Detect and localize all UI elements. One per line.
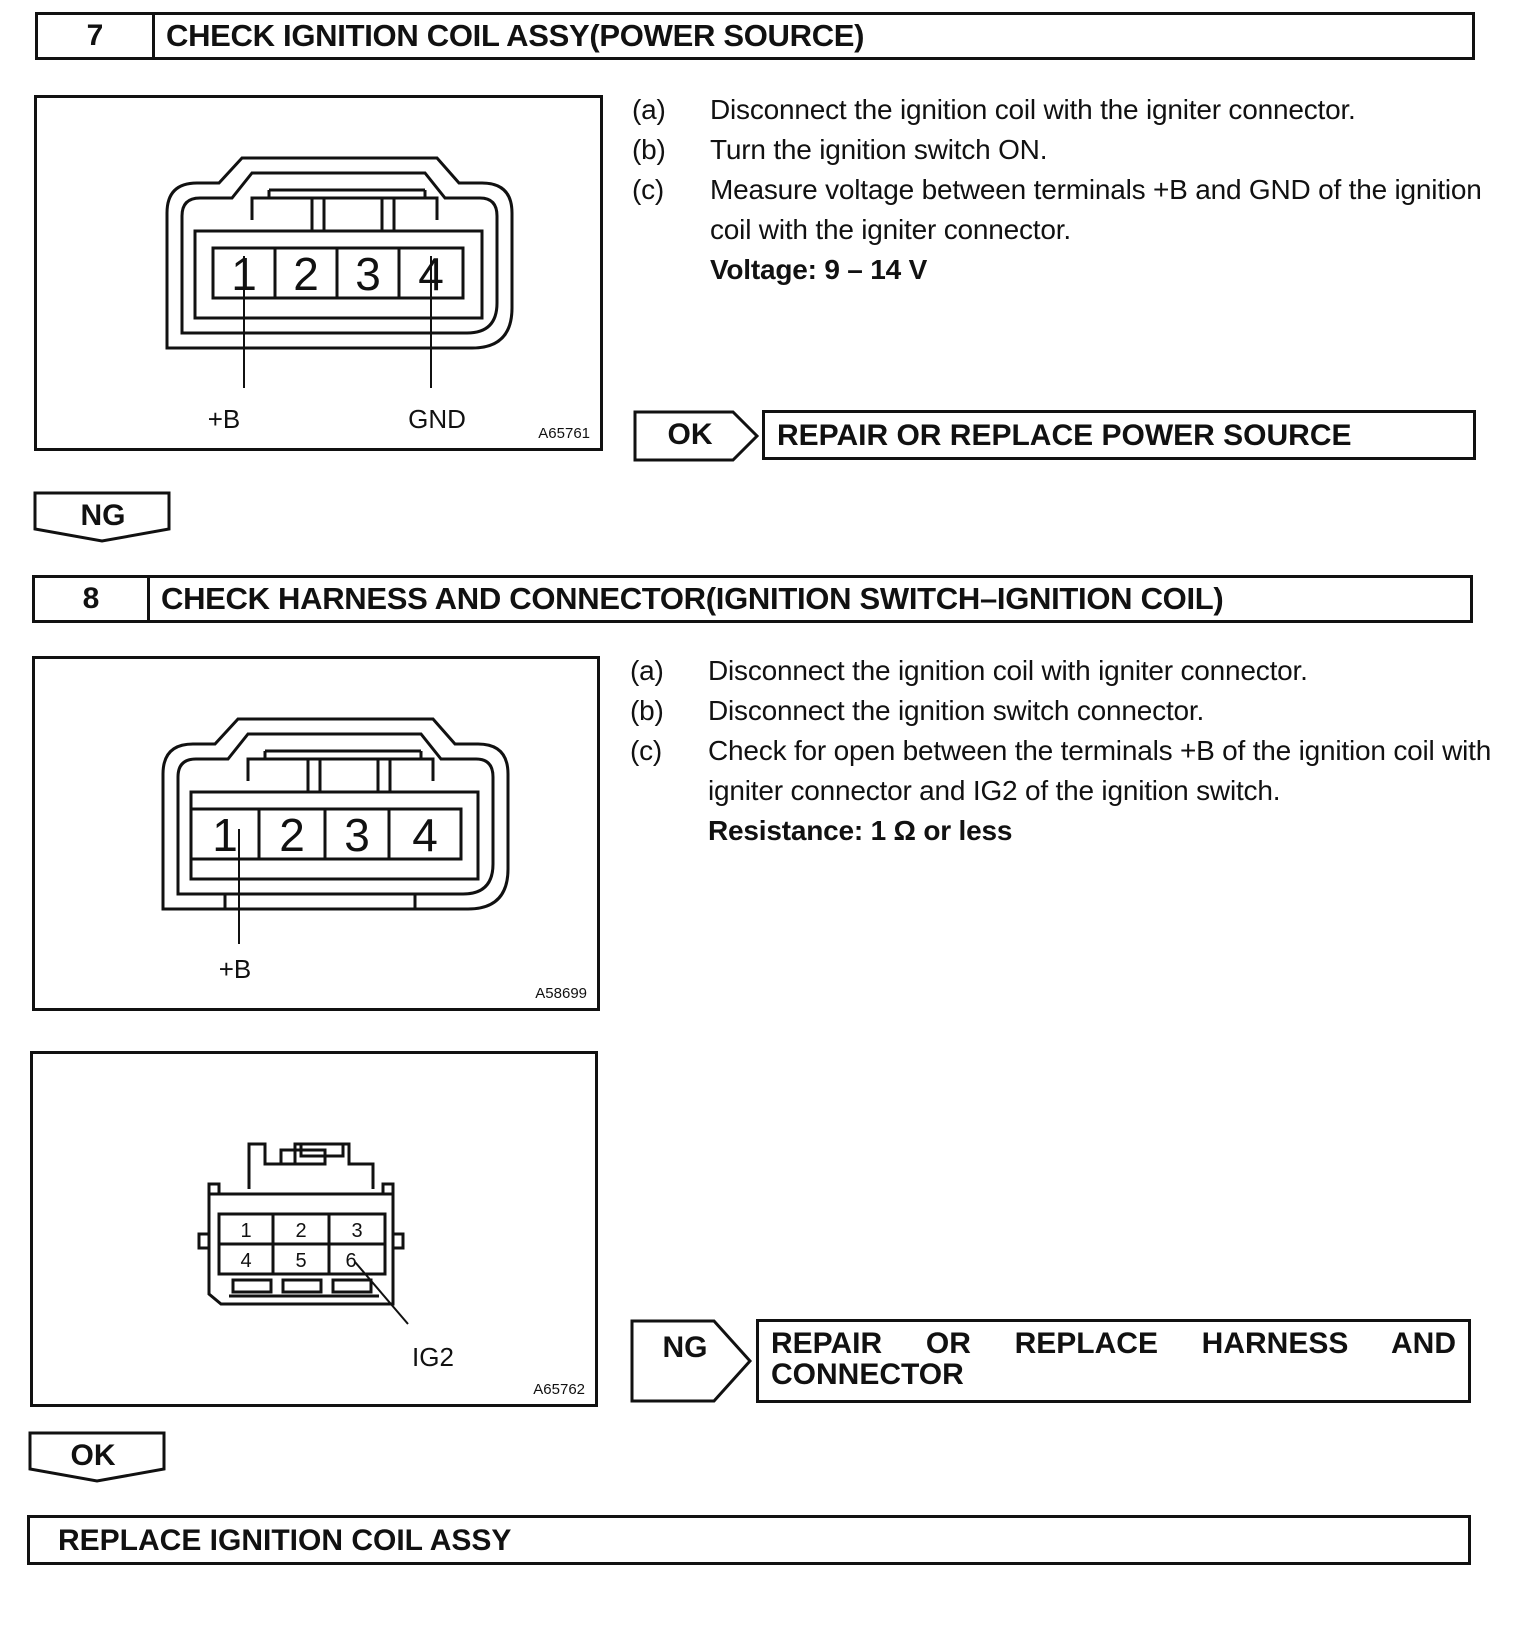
plus-b-label: +B xyxy=(218,954,252,984)
step-7-instructions xyxy=(632,90,1492,290)
terminal-3: 3 xyxy=(344,809,370,861)
step-7-number: 7 xyxy=(38,15,155,57)
figure-code: A58699 xyxy=(535,985,587,1002)
gnd-label: GND xyxy=(408,404,466,434)
instruction-row xyxy=(630,731,1492,811)
terminal-2: 2 xyxy=(279,809,305,861)
switch-terminal-6: 6 xyxy=(345,1250,357,1272)
terminal-2: 2 xyxy=(293,248,319,300)
voltage-spec: Voltage: 9 – 14 V xyxy=(710,254,928,285)
ng-result-text: REPAIR OR REPLACE HARNESS AND CONNECTOR xyxy=(771,1327,1456,1391)
instruction-text: Disconnect the ignition coil with the igniter connector. xyxy=(710,94,1356,125)
instruction-label: (a) xyxy=(632,94,666,125)
ignition-switch-connector-figure xyxy=(30,1051,598,1407)
terminal-4: 4 xyxy=(418,248,444,300)
instruction-text: Check for open between the terminals +B of the ignition coil with igniter connector and IG2 of the ignition switch. xyxy=(708,735,1492,806)
figure-code: A65762 xyxy=(533,1381,585,1398)
instruction-row xyxy=(630,691,1492,731)
instruction-row xyxy=(632,130,1492,170)
plus-b-label: +B xyxy=(207,404,241,434)
ng-label: NG xyxy=(662,1331,708,1364)
switch-terminal-1: 1 xyxy=(240,1220,252,1242)
ng-label: NG xyxy=(80,499,126,532)
step-8-number: 8 xyxy=(35,578,150,620)
instruction-text: Turn the ignition switch ON. xyxy=(710,134,1048,165)
resistance-spec: Resistance: 1 Ω or less xyxy=(708,815,1013,846)
instruction-text: Measure voltage between terminals +B and GND of the ignition coil with the igniter connector. xyxy=(710,174,1482,245)
instruction-label: (c) xyxy=(630,735,663,766)
ig2-label: IG2 xyxy=(412,1342,454,1372)
instruction-text: Disconnect the ignition switch connector. xyxy=(708,695,1205,726)
ok-label: OK xyxy=(667,418,713,451)
step-8-connector-figure xyxy=(32,656,600,1011)
step-8-instructions xyxy=(630,651,1492,851)
instruction-row xyxy=(630,651,1492,691)
terminal-3: 3 xyxy=(355,248,381,300)
instruction-label: (a) xyxy=(630,655,664,686)
step-7-connector-figure xyxy=(34,95,603,451)
step-7-title: CHECK IGNITION COIL ASSY(POWER SOURCE) xyxy=(166,18,865,53)
switch-terminal-5: 5 xyxy=(295,1250,307,1272)
instruction-label: (c) xyxy=(632,174,665,205)
terminal-1: 1 xyxy=(212,809,238,861)
switch-connector-body xyxy=(209,1194,393,1304)
switch-terminal-4: 4 xyxy=(240,1250,252,1272)
instruction-row xyxy=(632,90,1492,130)
connector-latch xyxy=(252,198,437,220)
terminal-4: 4 xyxy=(412,809,438,861)
final-result-text: REPLACE IGNITION COIL ASSY xyxy=(58,1524,512,1557)
instruction-label: (b) xyxy=(630,695,664,726)
step-8-title: CHECK HARNESS AND CONNECTOR(IGNITION SWITCH–IGNITION COIL) xyxy=(161,581,1224,616)
switch-terminal-2: 2 xyxy=(295,1220,307,1242)
step-7-header xyxy=(35,12,1475,60)
step-8-header xyxy=(32,575,1473,623)
final-result-box xyxy=(27,1515,1471,1565)
instruction-text: Disconnect the ignition coil with igniter connector. xyxy=(708,655,1308,686)
instruction-label: (b) xyxy=(632,134,666,165)
ok-result-text: REPAIR OR REPLACE POWER SOURCE xyxy=(777,419,1352,452)
instruction-row xyxy=(632,170,1492,250)
terminal-1: 1 xyxy=(231,248,257,300)
figure-code: A65761 xyxy=(538,425,590,442)
connector-latch xyxy=(248,759,433,781)
ng-result-box xyxy=(756,1319,1471,1403)
ok-result-box xyxy=(762,410,1476,460)
switch-terminal-3: 3 xyxy=(351,1220,363,1242)
ok-label: OK xyxy=(70,1439,116,1472)
